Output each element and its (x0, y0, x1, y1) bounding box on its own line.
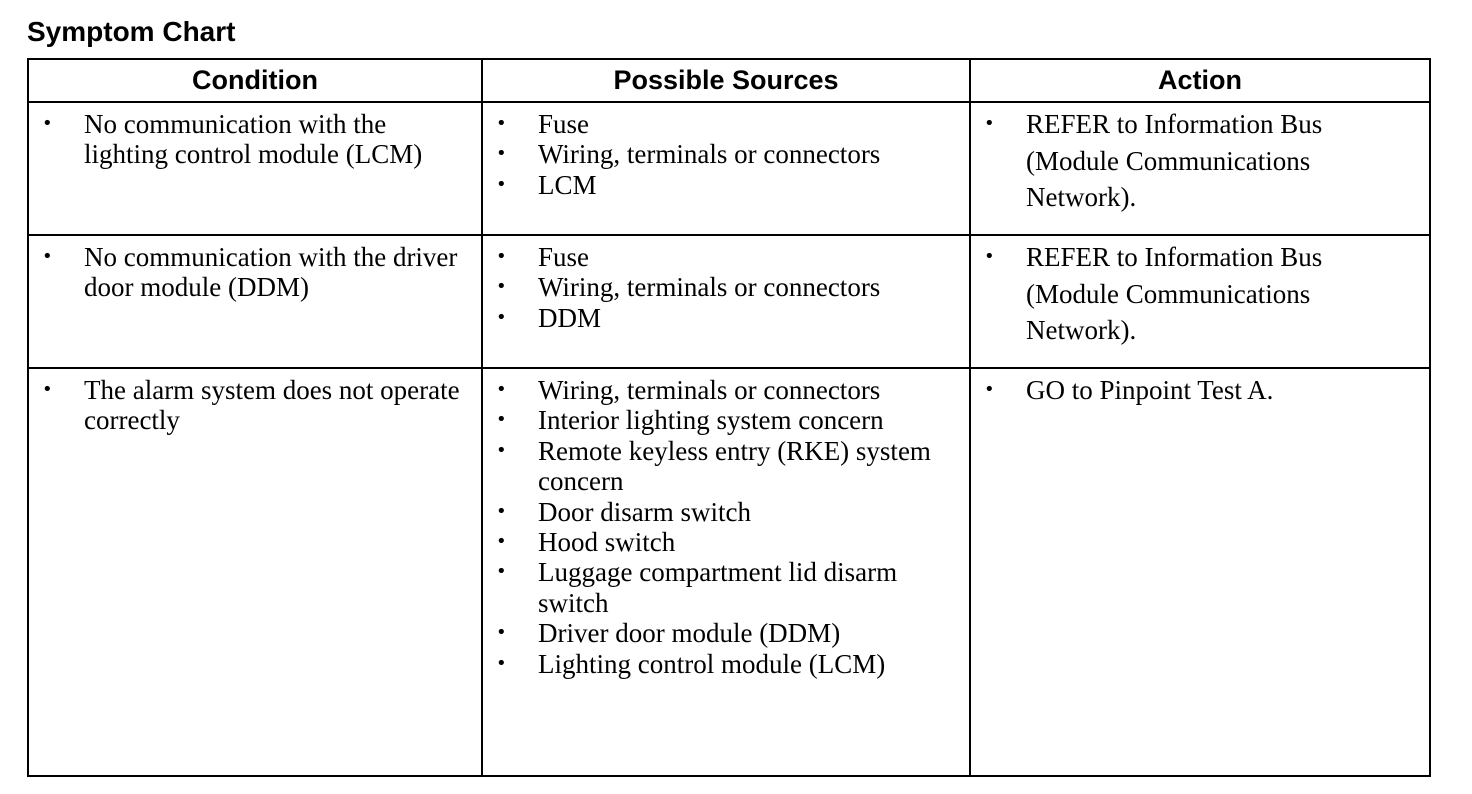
list-item: • Luggage compartment lid disarm switch (496, 557, 898, 618)
action-cell (970, 368, 1430, 776)
list-item: • Lighting control module (LCM) (496, 648, 886, 679)
condition-cell (28, 102, 482, 235)
bullet-icon: • (496, 173, 507, 195)
list-item: • GO to Pinpoint Test A. (971, 372, 1429, 409)
sources-cell (482, 235, 970, 368)
bullet-icon: • (496, 531, 507, 553)
action-cell (970, 102, 1430, 235)
list-item: • Wiring, terminals or connectors (496, 375, 881, 405)
list-item: • REFER to Information Bus (Module Communications Network). (971, 239, 1429, 349)
table-row (28, 235, 1430, 368)
bullet-icon: • (496, 409, 507, 431)
bullet-icon: • (496, 439, 507, 461)
list-item: • DDM (496, 302, 602, 333)
list-item: • No communication with the lighting control module (LCM) (42, 109, 423, 170)
list-item: • LCM (496, 169, 597, 200)
table-row (28, 102, 1430, 235)
bullet-icon: • (496, 113, 507, 134)
sources-cell (482, 368, 970, 776)
list-item: • Door disarm switch (496, 496, 751, 527)
bullet-icon: • (496, 500, 507, 522)
bullet-icon: • (984, 246, 995, 267)
list-item: • Driver door module (DDM) (496, 618, 841, 649)
list-item: • Wiring, terminals or connectors (496, 272, 881, 303)
bullet-icon: • (42, 246, 53, 267)
bullet-icon: • (496, 379, 507, 400)
bullet-icon: • (42, 113, 53, 134)
symptom-chart-table (27, 58, 1431, 777)
condition-cell (28, 368, 482, 776)
list-item: • REFER to Information Bus (Module Communications Network). (971, 106, 1429, 216)
bullet-icon: • (496, 306, 507, 328)
header-action: Action (970, 59, 1430, 102)
list-item: • The alarm system does not operate correctly (42, 375, 460, 436)
header-condition: Condition (28, 59, 482, 102)
bullet-icon: • (496, 652, 507, 674)
bullet-icon: • (496, 246, 507, 267)
action-cell (970, 235, 1430, 368)
bullet-icon: • (496, 276, 507, 298)
list-item: • Interior lighting system concern (496, 405, 884, 436)
list-item: • Fuse (496, 109, 590, 139)
list-item: • Hood switch (496, 527, 676, 558)
table-header-row (28, 59, 1430, 102)
list-item: • No communication with the driver door module (DDM) (42, 242, 458, 303)
bullet-icon: • (984, 379, 995, 400)
bullet-icon: • (984, 113, 995, 134)
bullet-icon: • (496, 143, 507, 165)
sources-cell (482, 102, 970, 235)
bullet-icon: • (496, 561, 507, 583)
condition-cell (28, 235, 482, 368)
bullet-icon: • (496, 622, 507, 644)
bullet-icon: • (42, 379, 53, 400)
list-item: • Wiring, terminals or connectors (496, 139, 881, 170)
page-title: Symptom Chart (27, 16, 236, 47)
table-row (28, 368, 1430, 776)
header-possible-sources: Possible Sources (482, 59, 970, 102)
list-item: • Fuse (496, 242, 590, 272)
list-item: • Remote keyless entry (RKE) system concern (496, 435, 931, 497)
